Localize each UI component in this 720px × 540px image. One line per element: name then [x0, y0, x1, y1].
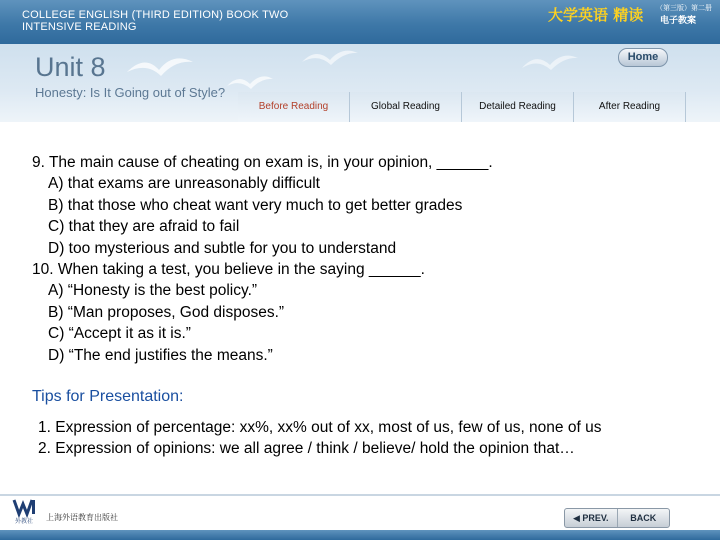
question-10-option-d: D) “The end justifies the means.”: [48, 346, 273, 364]
seagull-icon: [300, 44, 360, 74]
question-9: 9. The main cause of cheating on exam is, in your opinion, ______.: [32, 154, 493, 171]
home-button[interactable]: Home: [618, 48, 668, 67]
publisher-name: 上海外语教育出版社: [46, 513, 118, 522]
question-9-option-b: B) that those who cheat want very much to get better grades: [48, 196, 463, 214]
publisher-logo: [12, 498, 40, 524]
seagull-icon: [520, 48, 580, 80]
unit-subtitle: Honesty: Is It Going out of Style?: [35, 85, 226, 100]
tips-list: [38, 417, 601, 459]
bottom-bar: [0, 530, 720, 540]
navigation-buttons: [564, 508, 670, 528]
question-9-option-d: D) too mysterious and subtle for you to understand: [48, 239, 397, 257]
publisher-logo-icon: [12, 498, 40, 524]
tips-title: Tips for Presentation:: [32, 388, 184, 405]
chinese-edition: （第三版）第二册: [656, 4, 712, 12]
question-10: 10. When taking a test, you believe in the saying ______.: [32, 261, 425, 279]
reading-tabs: [238, 92, 686, 122]
tip-item: 1. Expression of percentage: xx%, xx% out of xx, most of us, few of us, none of us: [38, 419, 602, 436]
back-button[interactable]: BACK: [630, 513, 657, 523]
tab-global-reading[interactable]: Global Reading: [350, 92, 462, 122]
tip-item: 2. Expression of opinions: we all agree / think / believe/ hold the opinion that…: [38, 440, 575, 457]
unit-header: [0, 44, 720, 122]
prev-label: PREV.: [582, 513, 609, 523]
tab-before-reading[interactable]: Before Reading: [238, 92, 350, 122]
prev-button[interactable]: ◀ PREV.: [565, 509, 618, 527]
question-10-option-c: C) “Accept it as it is.”: [48, 325, 191, 343]
tab-after-reading[interactable]: After Reading: [574, 92, 686, 122]
question-list: [32, 152, 712, 366]
footer-divider: [0, 494, 720, 496]
unit-title: Unit 8: [35, 52, 106, 82]
question-10-option-b: B) “Man proposes, God disposes.”: [48, 303, 285, 321]
top-banner: [0, 0, 720, 44]
chinese-subtitle: 电子教案: [660, 16, 697, 26]
course-title: [22, 9, 288, 33]
seagull-icon: [125, 50, 195, 90]
tab-detailed-reading[interactable]: Detailed Reading: [462, 92, 574, 122]
course-title-line2: INTENSIVE READING: [22, 21, 137, 33]
question-9-option-c: C) that they are afraid to fail: [48, 218, 240, 236]
question-10-option-a: A) “Honesty is the best policy.”: [48, 282, 258, 300]
course-title-line1: COLLEGE ENGLISH (THIRD EDITION) BOOK TWO: [22, 9, 289, 21]
publisher-logo-text: 外教社: [15, 518, 34, 524]
question-9-option-a: A) that exams are unreasonably difficult: [48, 175, 320, 193]
chinese-title: 大学英语 精读: [548, 6, 644, 24]
